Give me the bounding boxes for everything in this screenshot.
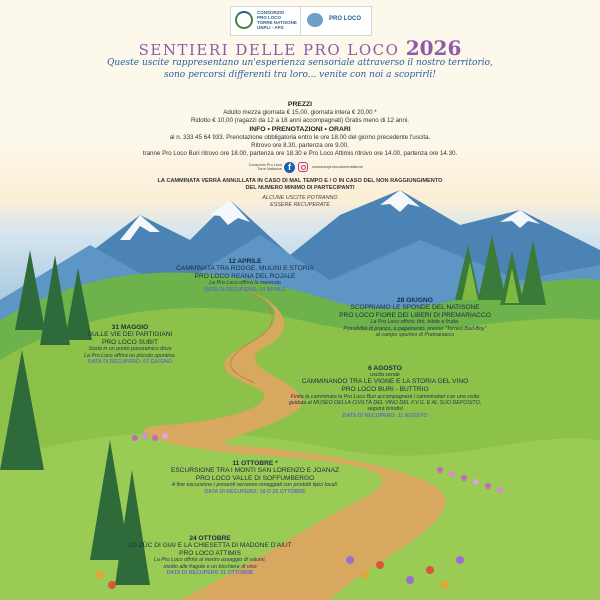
event-organizer: PRO LOCO REANA DEL ROJALE <box>194 272 296 280</box>
event-11-ottobre <box>140 460 370 495</box>
event-organizer: PRO LOCO BURI - BUTTRIO <box>341 386 429 393</box>
event-note: Possibilità di pranzo, a pagamento, presso "Torneo Bad-Boy" <box>343 325 487 332</box>
consorzio-emblem-icon <box>235 11 253 29</box>
event-organizer: PRO LOCO ATTIMIS <box>179 549 241 557</box>
event-organizer: PRO LOCO VALLE DI SOFFUMBERGO <box>195 474 315 482</box>
info-heading: INFO • PRENOTAZIONI • ORARI <box>249 126 351 133</box>
event-note: seguirà brindisi <box>367 406 403 413</box>
event-date: 12 APRILE <box>228 258 262 265</box>
event-note: La Pro Loco offrirà la merenda <box>209 280 281 287</box>
event-date: 28 GIUGNO <box>397 297 433 304</box>
event-title: LO ZÛC DI GIAI E LA CHIESETTA DI MADONE D'AIUT <box>128 542 292 549</box>
social-links: Consorzio Pro Loco Torre Natisone f consorzioprolocotorrenatisone <box>248 162 363 172</box>
event-organizer: PRO LOCO FIORE DEI LIBERI DI PREMARIACCO <box>339 311 491 319</box>
event-6-agosto <box>270 365 500 419</box>
event-recovery-date: DATA DI RECUPERO 31 OTTOBRE <box>166 570 254 576</box>
event-date: 31 MAGGIO <box>111 324 149 331</box>
event-31-maggio <box>60 324 200 365</box>
event-title: ESCURSIONE TRA I MONTI SAN LORENZO E JOANAZ <box>170 467 340 474</box>
event-date: 11 OTTOBRE * <box>232 460 278 467</box>
event-28-giugno <box>330 297 500 338</box>
cancellation-notice: LA CAMMINATA VERRÀ ANNULLATA IN CASO DI MAL TEMPO E / O IN CASO DEL NON RAGGIUNGIMENTO DEL NUMERO MINIMO DI PARTECIPANTI <box>157 178 443 191</box>
event-note: La Pro Loco offrirà un piccolo spuntino. <box>84 352 176 359</box>
consorzio-logo: CONSORZIO PRO LOCO TORRE NATISONE UNPLI - APS <box>230 6 322 36</box>
prices-heading: PREZZI <box>287 101 313 108</box>
page-title: SENTIERI DELLE PRO LOCO 2026 <box>138 36 462 60</box>
event-title: SULLE VIE DEI PARTIGIANI <box>87 331 173 338</box>
facebook-icon[interactable]: f <box>284 162 295 173</box>
prices-line: Ridotto € 10,00 (ragazzi da 12 a 18 anni accompagnati) Gratis meno di 12 anni. <box>190 117 410 124</box>
page-subtitle: Queste uscite rappresentano un'esperienza sensoriale attraverso il nostro territorio, sono percorsi differenti tra loro... venite con noi a scoprirli! <box>107 58 493 80</box>
event-date: 24 OTTOBRE <box>189 535 231 542</box>
event-subtitle: uscita serale <box>370 372 400 378</box>
event-title: CAMMINATA TRA ROGGE, MULINI E STORIA <box>176 265 314 272</box>
event-recovery-date: DATA DI RECUPERO: 19 APRILE <box>204 286 286 293</box>
proloco-logo: PRO LOCO <box>300 6 372 36</box>
event-recovery-date: DATA DI RECUPERO: 18 O 25 OTTOBRE <box>204 488 306 495</box>
event-organizer: PRO LOCO SUBIT <box>101 338 159 346</box>
event-date: 6 AGOSTO <box>368 365 402 372</box>
event-note: risotto alle fragole e un bicchiere di vino <box>163 563 257 570</box>
event-note: guidata al MUSEO DELLA CIVILTÀ DEL VINO DEL F.V.G. E AL SUO DEPOSITO, <box>288 400 482 406</box>
proloco-emblem-icon <box>307 13 323 27</box>
event-recovery-date: DATA DI RECUPERO: 11 AGOSTO <box>342 412 428 419</box>
event-note: Finita la camminata la Pro Loco Buri accompagnerà i camminatori con una visita <box>290 393 480 400</box>
event-title: SCOPRIAMO LE SPONDE DEL NATISONE <box>350 304 480 311</box>
prices-line: Adulto mezza giornata € 15,00, giornata intera € 20,00 * <box>223 109 377 116</box>
event-12-aprile <box>165 258 325 293</box>
recovery-notice: ALCUNE USCITE POTRANNO ESSERE RECUPERATE <box>262 195 338 208</box>
event-title: CAMMINANDO TRA LE VIGNE E LA STORIA DEL VINO <box>301 378 469 386</box>
event-note: al campo sportivo di Premariacco <box>375 332 455 338</box>
event-note: La Pro Loco offrirà: thè, bibite e frutta. <box>370 319 460 326</box>
event-note: La Pro Loco offrirà al rientro assaggio di salumi, <box>153 557 267 564</box>
event-note: Sosta in un punto panoramico dove <box>88 346 172 353</box>
event-note: A fine escursione i presenti verranno omaggiati con prodotti tipici locali. <box>171 482 339 489</box>
instagram-icon[interactable] <box>298 162 308 172</box>
event-24-ottobre <box>110 535 310 576</box>
event-recovery-date: DATA DI RECUPERO: 07 GIUGNO <box>87 359 173 365</box>
info-line: Ritrovo ore 8.30, partenza ore 9.00, <box>251 142 349 149</box>
info-line: tranne Pro Loco Buri ritrovo ore 18.00, partenza ore 18.30 e Pro Loco Attimis ritrovo ore 14.00, partenza ore 14.30. <box>142 150 458 157</box>
info-line: al n. 333 45 64 933. Prenotazione obbligatoria entro le ore 18.00 del giorno precedente l'uscita. <box>169 134 431 141</box>
